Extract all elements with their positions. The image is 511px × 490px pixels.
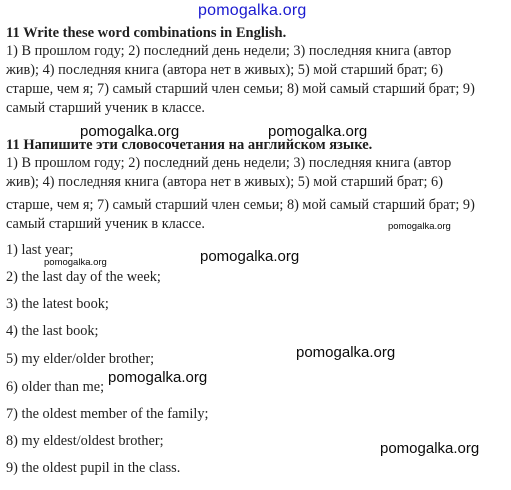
exercise-heading-ru: 11 Напишите эти словосочетания на английском языке. <box>6 137 373 153</box>
exercise-line: жив); 4) последняя книга (автора нет в живых); 5) мой старший брат; 6) <box>6 174 443 190</box>
watermark: pomogalka.org <box>380 440 480 457</box>
exercise-line: жив); 4) последняя книга (автора нет в живых); 5) мой старший брат; 6) <box>6 62 443 78</box>
exercise-line: 1) В прошлом году; 2) последний день недели; 3) последняя книга (автор <box>6 155 452 171</box>
answer-item: 7) the oldest member of the family; <box>6 406 209 422</box>
watermark: pomogalka.org <box>108 369 208 386</box>
exercise-text-en <box>6 42 506 118</box>
exercise-line: старше, чем я; 7) самый старший член семьи; 8) мой самый старший брат; 9) <box>6 197 475 213</box>
answer-item: 6) older than me; <box>6 379 105 395</box>
answer-item: 9) the oldest pupil in the class. <box>6 460 181 476</box>
exercise-heading-en: 11 Write these word combinations in English. <box>6 25 287 41</box>
watermark: pomogalka.org <box>44 257 107 268</box>
watermark-top: pomogalka.org <box>198 2 307 19</box>
answer-item: 1) last year; <box>6 242 74 258</box>
watermark: pomogalka.org <box>80 123 180 140</box>
exercise-line: старше, чем я; 7) самый старший член семьи; 8) мой самый старший брат; 9) <box>6 81 475 97</box>
watermark: pomogalka.org <box>268 123 368 140</box>
answer-item: 2) the last day of the week; <box>6 269 161 285</box>
watermark: pomogalka.org <box>200 248 300 265</box>
exercise-line: 1) В прошлом году; 2) последний день недели; 3) последняя книга (автор <box>6 43 452 59</box>
answer-item: 3) the latest book; <box>6 296 109 312</box>
answer-item: 4) the last book; <box>6 323 99 339</box>
answer-item: 5) my elder/older brother; <box>6 351 155 367</box>
watermark: pomogalka.org <box>296 344 396 361</box>
answer-item: 8) my eldest/oldest brother; <box>6 433 164 449</box>
watermark: pomogalka.org <box>388 221 451 232</box>
exercise-line: самый старший ученик в классе. <box>6 100 205 116</box>
exercise-line: самый старший ученик в классе. <box>6 216 205 232</box>
